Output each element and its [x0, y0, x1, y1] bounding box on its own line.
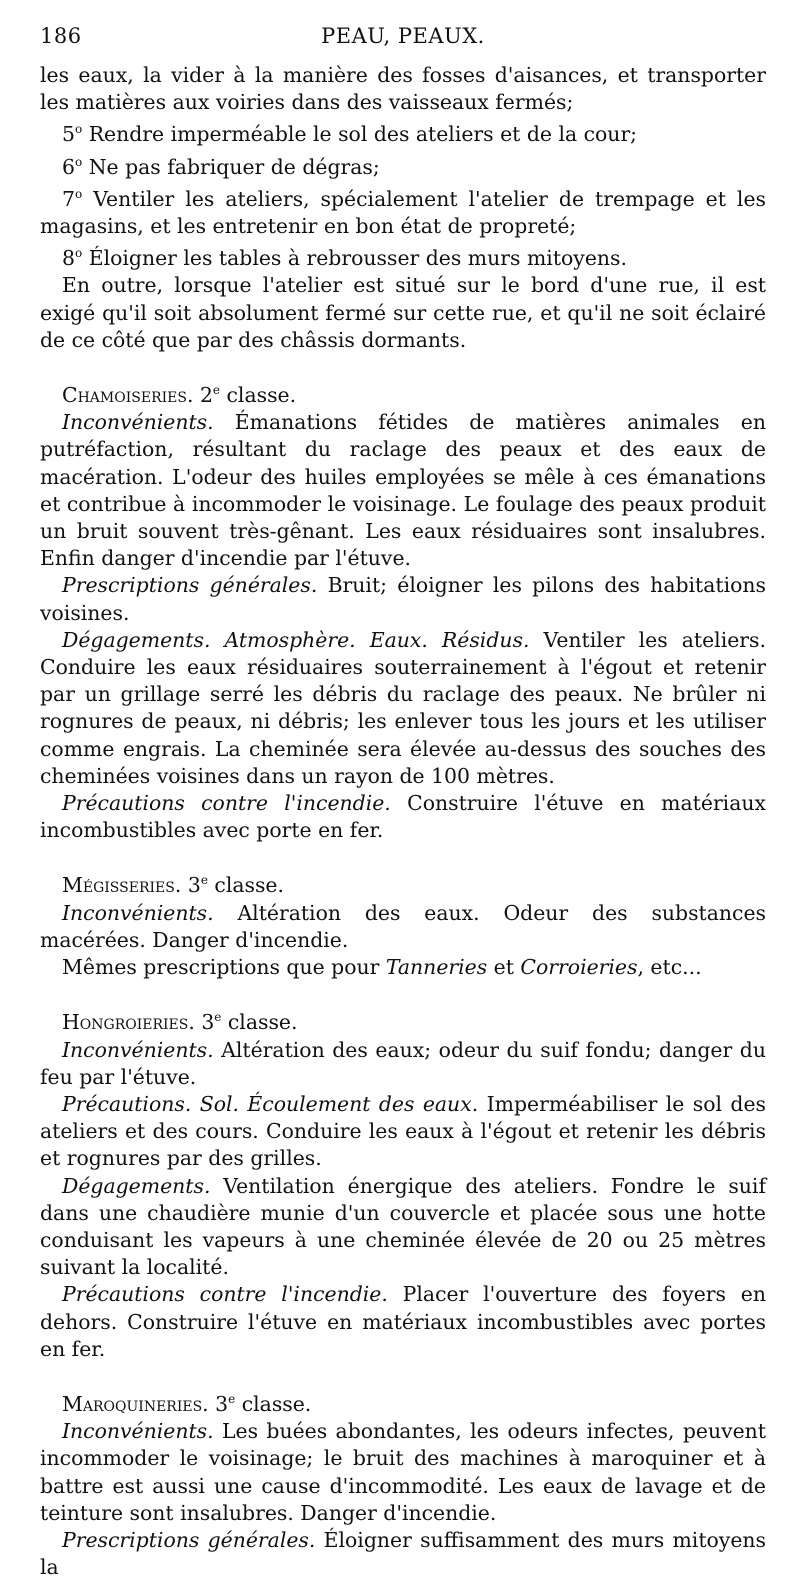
reference-middle: et: [487, 955, 521, 980]
section-paragraph: [40, 790, 766, 844]
item-ordinal: o: [74, 154, 83, 169]
item-text: Éloigner les tables à rebrousser des murs mitoyens.: [82, 246, 627, 271]
paragraph-text: Imperméabiliser le sol des ateliers et des cours. Conduire les eaux à l'égout et retenir les débris et rognures par des grilles.: [40, 1091, 766, 1171]
section-heading: [40, 1386, 766, 1418]
class-word: classe.: [235, 1391, 312, 1416]
section-title: Chamoiseries.: [62, 383, 194, 408]
cross-reference-paragraph: [40, 954, 766, 981]
section-paragraph: [40, 1037, 766, 1091]
section-title: Mégisseries.: [62, 873, 182, 898]
class-number: 3: [187, 873, 201, 898]
class-word: classe.: [207, 873, 284, 898]
paragraph-text: Ventiler les ateliers. Conduire les eaux résiduaires souterrainement à l'égout et retenir par un grillage serré les débris du raclage des peaux. Ne brûler ni rognures de peaux, ni débris; les enlever tous les jours et les utiliser comme engrais. La cheminée sera élevée au-dessus des souches des cheminées voisines dans un rayon de 100 mètres.: [40, 627, 766, 788]
paragraph-label: Dégagements. Atmosphère. Eaux. Résidus.: [62, 627, 530, 652]
paragraph-label: Prescriptions générales.: [62, 573, 318, 598]
paragraph-text: Éloigner suffisamment des murs mitoyens la: [40, 1527, 766, 1580]
class-ordinal: e: [228, 1391, 236, 1406]
running-title: PEAU, PEAUX.: [321, 24, 485, 48]
class-word: classe.: [220, 383, 297, 408]
paragraph-label: Prescriptions générales.: [62, 1527, 316, 1552]
section-heading: [40, 1004, 766, 1036]
paragraph-label: Inconvénients.: [62, 410, 214, 435]
paragraph-text: Altération des eaux. Odeur des substances macérées. Danger d'incendie.: [40, 900, 766, 952]
paragraph-label: Inconvénients.: [62, 1419, 214, 1444]
reference-suffix: , etc...: [637, 955, 702, 980]
list-item: [40, 181, 766, 240]
class-word: classe.: [221, 1010, 298, 1035]
section-paragraph: [40, 1281, 766, 1363]
class-ordinal: e: [214, 1010, 222, 1025]
paragraph-text: Émanations fétides de matières animales en putréfaction, résultant du raclage des peaux et des eaux de macération. L'odeur des huiles employées se mêle à ces émanations et contribue à incommoder le voisinage. Le foulage des peaux produit un bruit souvent très-gênant. Les eaux résiduaires sont insalubres. Enfin danger d'incendie par l'étuve.: [40, 410, 766, 571]
class-ordinal: e: [212, 383, 221, 398]
reference-corroieries: Corroieries: [520, 955, 638, 980]
paragraph-text: Ventilation énergique des ateliers. Fondre le suif dans une chaudière munie d'un couvercle et placée sous une hotte conduisant les vapeurs à une cheminée élevée de 20 ou 25 mètres suivant la localité.: [40, 1173, 766, 1280]
item-ordinal: o: [74, 246, 83, 261]
list-item: [40, 240, 766, 272]
item-ordinal: o: [74, 122, 83, 137]
paragraph-label: Précautions. Sol. Écoulement des eaux.: [62, 1091, 479, 1116]
list-item: [40, 116, 766, 148]
paragraph-text: Placer l'ouverture des foyers en dehors. Construire l'étuve en matériaux incombustibles avec portes en fer.: [40, 1282, 766, 1361]
paragraph-text: Bruit; éloigner les pilons des habitations voisines.: [40, 573, 766, 625]
section-title: Maroquineries.: [62, 1391, 209, 1416]
paragraph-label: Dégagements.: [62, 1173, 211, 1198]
section-paragraph: [40, 1527, 766, 1581]
section-paragraph: [40, 1418, 766, 1527]
list-item: [40, 149, 766, 181]
class-number: 3: [201, 1010, 215, 1035]
paragraph-text: Altération des eaux; odeur du suif fondu; danger du feu par l'étuve.: [40, 1037, 766, 1089]
page-number: 186: [40, 24, 82, 48]
item-text: Ne pas fabriquer de dégras;: [82, 154, 380, 179]
item-ordinal: o: [74, 186, 83, 201]
reference-prefix: Mêmes prescriptions que pour: [62, 955, 386, 980]
continuation-paragraph: les eaux, la vider à la manière des fosses d'aisances, et transporter les matières aux voiries dans des vaisseaux fermés;: [40, 63, 766, 115]
class-ordinal: e: [200, 873, 208, 888]
section-title: Hongroieries.: [62, 1010, 195, 1035]
item-text: Ventiler les ateliers, spécialement l'atelier de trempage et les magasins, et les entretenir en bon état de propreté;: [40, 186, 766, 239]
paragraph-text: Les buées abondantes, les odeurs infectes, peuvent incommoder le voisinage; le bruit des machines à maroquiner et à battre est aussi une cause d'incommodité. Les eaux de lavage et de teinture sont insalubres. Danger d'incendie.: [40, 1419, 766, 1525]
closing-paragraph: En outre, lorsque l'atelier est situé sur le bord d'une rue, il est exigé qu'il soit absolument fermé sur cette rue, et qu'il ne soit éclairé de ce côté que par des châssis dormants.: [40, 273, 766, 352]
paragraph-label: Inconvénients.: [62, 900, 214, 925]
page-header: [40, 24, 766, 58]
item-number: 7: [62, 186, 75, 211]
section-heading: [40, 867, 766, 899]
paragraph-label: Précautions contre l'incendie.: [62, 791, 391, 816]
section-paragraph: [40, 1173, 766, 1282]
class-number: 2: [199, 383, 213, 408]
item-number: 5: [62, 122, 75, 147]
section-paragraph: [40, 572, 766, 626]
section-paragraph: [40, 627, 766, 790]
item-number: 8: [62, 246, 75, 271]
paragraph-text: Construire l'étuve en matériaux incombustibles avec porte en fer.: [40, 791, 766, 843]
section-paragraph: [40, 1091, 766, 1173]
class-number: 3: [215, 1391, 229, 1416]
item-text: Rendre imperméable le sol des ateliers et de la cour;: [82, 122, 638, 147]
item-number: 6: [62, 154, 75, 179]
paragraph-label: Inconvénients.: [62, 1037, 214, 1062]
section-heading: [40, 377, 766, 409]
section-paragraph: [40, 409, 766, 572]
body-text: [40, 62, 766, 1581]
paragraph-label: Précautions contre l'incendie.: [62, 1282, 388, 1307]
reference-tanneries: Tanneries: [385, 955, 488, 980]
section-paragraph: [40, 900, 766, 954]
